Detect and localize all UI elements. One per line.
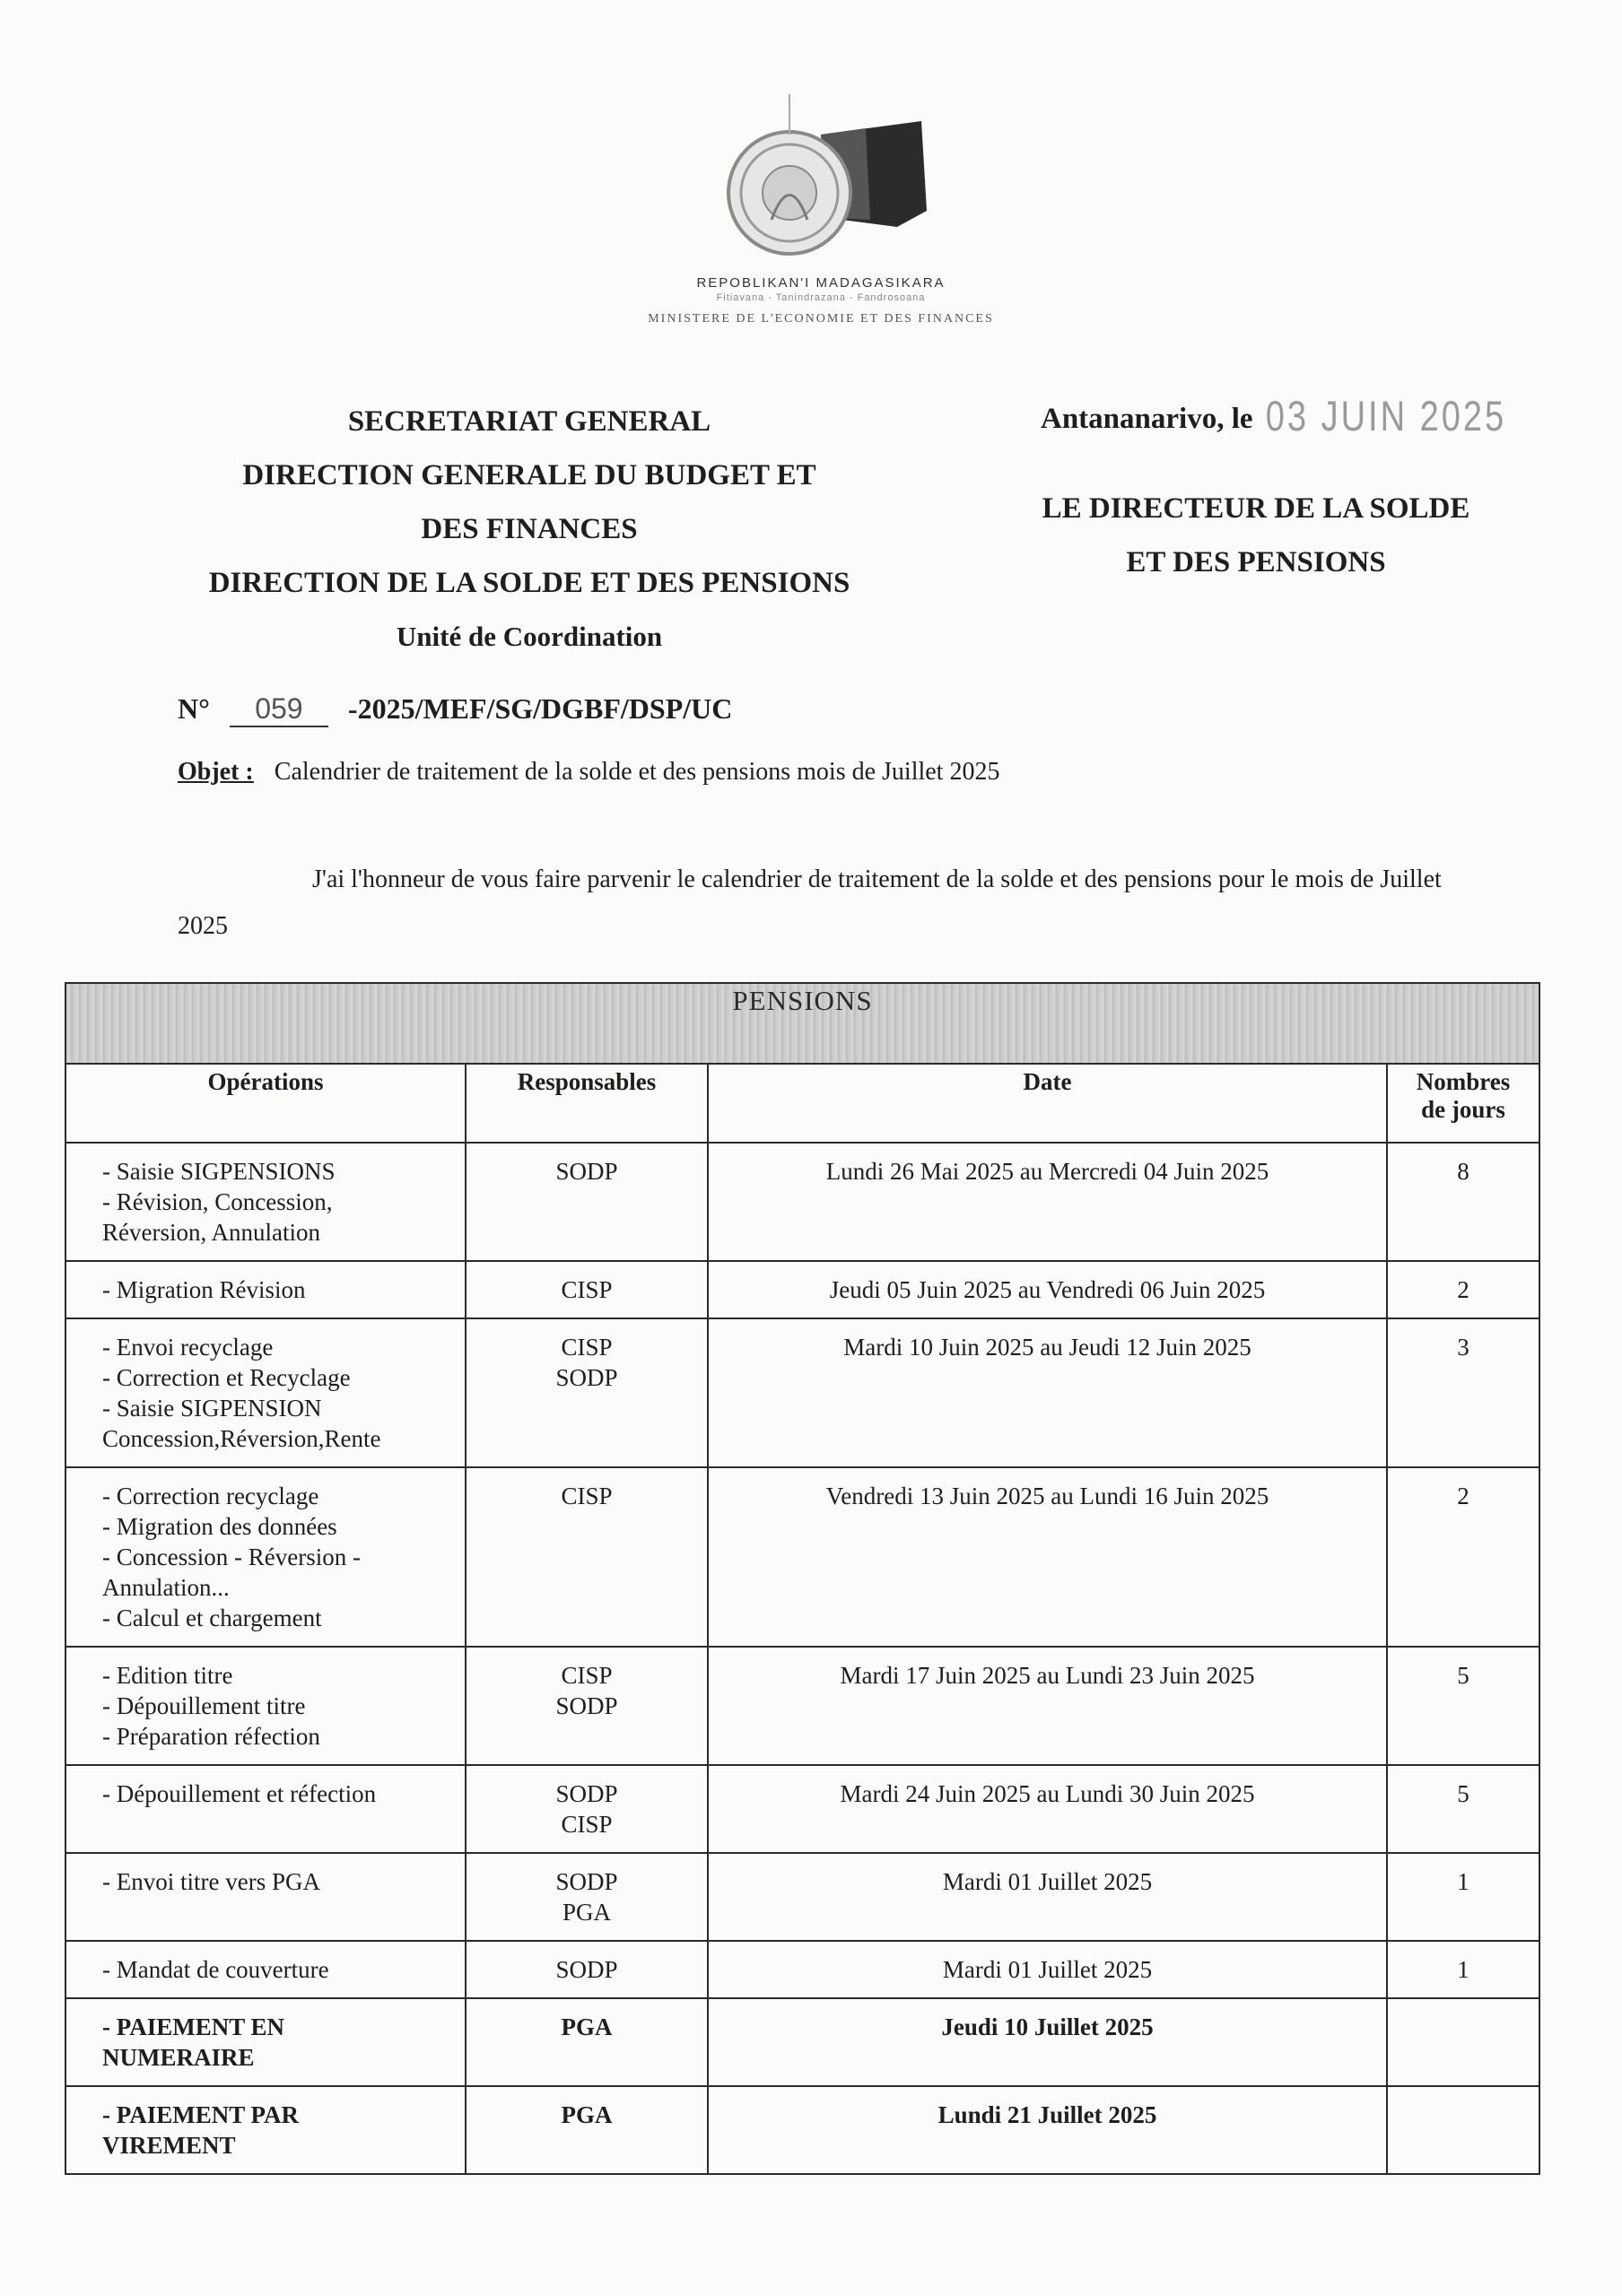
signatory-title-line: LE DIRECTEUR DE LA SOLDE — [1042, 492, 1470, 525]
table-row — [65, 1261, 1539, 1318]
cell-operations — [65, 1467, 466, 1647]
column-header-days — [1387, 1064, 1539, 1143]
responsable-line: PGA — [561, 2101, 613, 2128]
subject-line — [178, 758, 999, 787]
operation-line: Réversion, Annulation — [102, 1219, 320, 1246]
table-row — [65, 1647, 1539, 1765]
cell-days: 2 — [1387, 1467, 1539, 1647]
operation-line: - Dépouillement et réfection — [102, 1780, 377, 1807]
cell-date: Mardi 24 Juin 2025 au Lundi 30 Juin 2025 — [708, 1765, 1387, 1853]
table-row — [65, 1765, 1539, 1853]
ministry-name: MINISTERE DE L'ECONOMIE ET DES FINANCES — [648, 312, 994, 326]
cell-days — [1387, 1998, 1539, 2086]
table-row — [65, 1143, 1539, 1261]
reference-prefix: N° — [178, 692, 210, 725]
column-header-days-line: de jours — [1421, 1096, 1505, 1123]
cell-operations — [65, 1853, 466, 1941]
cell-operations — [65, 1318, 466, 1467]
cell-responsables — [466, 1318, 708, 1467]
operation-line: - Envoi titre vers PGA — [102, 1868, 320, 1895]
operation-line: - Calcul et chargement — [102, 1605, 322, 1631]
cell-operations — [65, 1998, 466, 2086]
responsable-line: PGA — [562, 1899, 611, 1926]
responsable-line: SODP — [555, 1780, 618, 1807]
national-emblem-logo — [686, 85, 955, 274]
cell-date: Jeudi 10 Juillet 2025 — [708, 1998, 1387, 2086]
signatory-block — [1005, 390, 1507, 589]
sender-line: DIRECTION DE LA SOLDE ET DES PENSIONS — [208, 567, 850, 599]
cell-days: 1 — [1387, 1941, 1539, 1998]
responsable-line: SODP — [555, 1692, 618, 1719]
national-motto: Fitiavana - Tanindrazana - Fandrosoana — [716, 292, 926, 303]
responsable-line: CISP — [561, 1276, 613, 1303]
operation-line: - Envoi recyclage — [102, 1334, 274, 1361]
responsable-line: SODP — [555, 1868, 618, 1895]
cell-date: Lundi 21 Juillet 2025 — [708, 2086, 1387, 2174]
cell-date: Mardi 01 Juillet 2025 — [708, 1853, 1387, 1941]
cell-date: Mardi 17 Juin 2025 au Lundi 23 Juin 2025 — [708, 1647, 1387, 1765]
cell-date: Vendredi 13 Juin 2025 au Lundi 16 Juin 2025 — [708, 1467, 1387, 1647]
responsable-line: PGA — [561, 2013, 613, 2040]
cell-days — [1387, 2086, 1539, 2174]
responsable-line: CISP — [561, 1662, 613, 1689]
cell-operations — [65, 1765, 466, 1853]
cell-responsables — [466, 1261, 708, 1318]
column-header-date: Date — [708, 1064, 1387, 1143]
operation-line: - Dépouillement titre — [102, 1692, 306, 1719]
sender-line: DIRECTION GENERALE DU BUDGET ET — [242, 459, 816, 491]
operation-line: - PAIEMENT PAR — [102, 2101, 299, 2128]
responsable-line: SODP — [555, 1158, 618, 1185]
responsable-line: CISP — [561, 1483, 613, 1509]
operation-line: - Préparation réfection — [102, 1723, 320, 1750]
sender-block — [161, 395, 897, 664]
table-row — [65, 1998, 1539, 2086]
responsable-line: SODP — [555, 1956, 618, 1983]
subject-text: Calendrier de traitement de la solde et des pensions mois de Juillet 2025 — [274, 758, 1000, 786]
cell-operations — [65, 1941, 466, 1998]
sender-line: DES FINANCES — [421, 513, 638, 545]
operation-line: - PAIEMENT EN — [102, 2013, 285, 2040]
cell-date: Lundi 26 Mai 2025 au Mercredi 04 Juin 2025 — [708, 1143, 1387, 1261]
sender-unit: Unité de Coordination — [396, 621, 663, 652]
cell-responsables — [466, 1143, 708, 1261]
column-header-days-line: Nombres — [1416, 1068, 1511, 1095]
republic-name: REPOBLIKAN'I MADAGASIKARA — [696, 275, 946, 291]
operation-line: - Migration des données — [102, 1513, 337, 1540]
operation-line: - Mandat de couverture — [102, 1956, 329, 1983]
cell-responsables — [466, 1647, 708, 1765]
cell-responsables — [466, 1853, 708, 1941]
signatory-title-line: ET DES PENSIONS — [1126, 546, 1386, 578]
subject-label: Objet : — [178, 758, 254, 786]
table-row — [65, 1467, 1539, 1647]
table-section-title: PENSIONS — [65, 983, 1539, 1064]
table-row — [65, 2086, 1539, 2174]
column-header-responsables: Responsables — [466, 1064, 708, 1143]
date-stamp: 03 JUIN 2025 — [1265, 393, 1507, 441]
cell-responsables — [466, 1765, 708, 1853]
operation-line: - Saisie SIGPENSIONS — [102, 1158, 336, 1185]
cell-days: 2 — [1387, 1261, 1539, 1318]
responsable-line: SODP — [555, 1364, 618, 1391]
place-prefix: Antananarivo, le — [1041, 403, 1253, 435]
cell-operations — [65, 2086, 466, 2174]
cell-date: Jeudi 05 Juin 2025 au Vendredi 06 Juin 2025 — [708, 1261, 1387, 1318]
cell-responsables — [466, 1467, 708, 1647]
letterhead — [538, 85, 1103, 326]
cell-responsables — [466, 2086, 708, 2174]
operation-line: - Révision, Concession, — [102, 1188, 333, 1215]
table-row — [65, 1853, 1539, 1941]
operation-line: Concession,Réversion,Rente — [102, 1425, 381, 1452]
sender-line: SECRETARIAT GENERAL — [347, 405, 711, 438]
operation-line: - Edition titre — [102, 1662, 233, 1689]
responsable-line: CISP — [561, 1811, 613, 1838]
operation-line: NUMERAIRE — [102, 2044, 255, 2071]
responsable-line: CISP — [561, 1334, 613, 1361]
cell-operations — [65, 1143, 466, 1261]
cell-days: 1 — [1387, 1853, 1539, 1941]
place-date — [1005, 390, 1507, 446]
cell-responsables — [466, 1941, 708, 1998]
operation-line: - Saisie SIGPENSION — [102, 1395, 322, 1422]
operation-line: - Correction recyclage — [102, 1483, 319, 1509]
reference-number — [178, 692, 732, 727]
operation-line: - Correction et Recyclage — [102, 1364, 351, 1391]
intro-paragraph: J'ai l'honneur de vous faire parvenir le calendrier de traitement de la solde et des pensions pour le mois de Juillet 2025 — [178, 865, 1442, 940]
operation-line: Annulation... — [102, 1574, 230, 1601]
operation-line: - Concession - Réversion - — [102, 1544, 361, 1570]
cell-operations — [65, 1647, 466, 1765]
cell-date: Mardi 10 Juin 2025 au Jeudi 12 Juin 2025 — [708, 1318, 1387, 1467]
cell-operations — [65, 1261, 466, 1318]
operation-line: VIREMENT — [102, 2132, 236, 2159]
pensions-calendar-table — [65, 982, 1540, 2175]
cell-responsables — [466, 1998, 708, 2086]
reference-suffix: -2025/MEF/SG/DGBF/DSP/UC — [347, 692, 733, 725]
cell-days: 8 — [1387, 1143, 1539, 1261]
table-row — [65, 1318, 1539, 1467]
table-row — [65, 1941, 1539, 1998]
cell-date: Mardi 01 Juillet 2025 — [708, 1941, 1387, 1998]
reference-handwritten-number: 059 — [230, 692, 328, 727]
cell-days: 3 — [1387, 1318, 1539, 1467]
cell-days: 5 — [1387, 1765, 1539, 1853]
operation-line: - Migration Révision — [102, 1276, 306, 1303]
column-header-operations: Opérations — [65, 1064, 466, 1143]
cell-days: 5 — [1387, 1647, 1539, 1765]
